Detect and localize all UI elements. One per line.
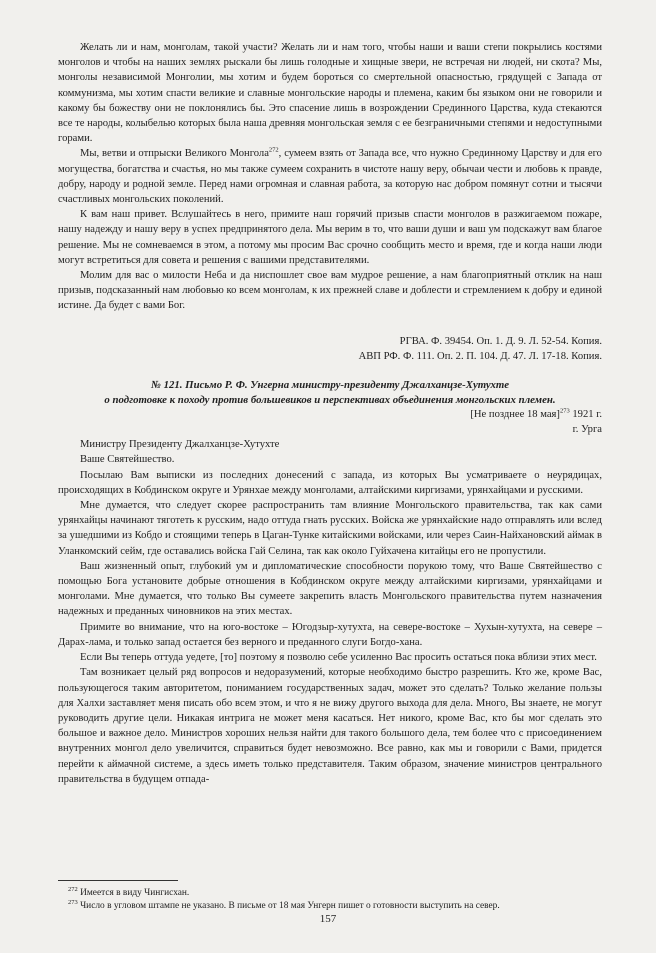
letter-body <box>58 468 602 787</box>
document-title <box>58 378 602 408</box>
document-place: г. Урга <box>572 423 602 435</box>
letter-paragraph-3: Ваш жизненный опыт, глубокий ум и дипломатические способности порукою тому, что Ваше Святейшество с помощью Бога установите добрые отношения в Кобдинском округе между алтайскими киргизами, урянхайцами и монголами. Мне думается, что только Вы сумеете закрепить власть Монгольского правительства путем назначения надежных и преданных чиновников на этих местах. <box>58 560 602 618</box>
document-title-line-1: № 121. Письмо Р. Ф. Унгерна министру-президенту Джалханцзе-Хутухте <box>151 379 509 392</box>
footnotes <box>58 887 602 913</box>
letter-salutation: Ваше Святейшество. <box>80 454 175 466</box>
footnote-272-text: Имеется в виду Чингисхан. <box>77 888 190 898</box>
letter-addressee: Министру Президенту Джалханцзе-Хутухте <box>80 439 280 451</box>
document-date-bracket: [Не позднее 18 мая] <box>470 409 560 421</box>
letter-paragraph-6: Там возникает целый ряд вопросов и недоразумений, которые необходимо быстро разрешить. Кто же, кроме Вас, пользующегося таким авторитетом, пониманием государственных задач, может это сделать? Только желание пользы для Халхи заставляет меня писать обо всем этом, и что я не вижу другого выхода для дела. Много, Вы знаете, не могут руководить другие цели. Никакая интрига не может меня касаться. Нет никого, кроме Вас, кто бы мог сделать это большое и важное дело. Министров хороших нельзя найти для такого большого дела, тем более что с присоединением внутренних монгол дело увеличится, справиться будет невозможно. Все равно, как мы и говорили с Вами, придется перейти к аймачной системе, а здесь иметь только представителя. Таким образом, значение министров центрального правительства в будущем отпада- <box>58 667 602 785</box>
archive-source-2: АВП РФ. Ф. 111. Оп. 2. П. 104. Д. 47. Л. 17-18. Копия. <box>358 350 602 362</box>
intro-section <box>58 40 602 314</box>
footnote-ref-272: 272 <box>268 146 279 154</box>
footnote-divider <box>58 880 178 881</box>
document-date <box>58 408 602 423</box>
letter-paragraph-1: Посылаю Вам выписки из последних донесений с запада, из которых Вы усматриваете о неурядицах, происходящих в Кобдинском округе и Урянхае между монголами, алтайскими киргизами, урянхайцами и русскими. <box>58 469 602 496</box>
letter-paragraph-5: Если Вы теперь оттуда уедете, [то] поэтому я позволю себе усиленно Вас просить остаться пока вблизи этих мест. <box>80 652 597 664</box>
document-date-year: 1921 г. <box>569 409 602 421</box>
archive-source-1: РГВА. Ф. 39454. Оп. 1. Д. 9. Л. 52-54. Копия. <box>399 335 602 347</box>
footnote-272-number: 272 <box>68 885 78 893</box>
archive-sources <box>58 334 602 364</box>
footnote-273-text: Число в угловом штампе не указано. В письме от 18 мая Унгерн пишет о готовности выступить на север. <box>77 901 500 911</box>
intro-paragraph-3: К вам наш привет. Вслушайтесь в него, примите наш горячий призыв спасти монголов в разжигаемом пожаре, нашу надежду и нашу веру в успех предпринятого дела. Мы верим в то, что ваши души и ваш ум подскажут вам благое решение. Мы не сомневаемся в этом, а потому мы просим Вас срочно сообщить место и время, где и когда наши люди могут встретиться для совета и решения с вашими представителями. <box>58 209 602 266</box>
intro-paragraph-2-start: Мы, ветви и отпрыски Великого Монгола <box>80 148 269 160</box>
intro-paragraph-4: Молим для вас о милости Неба и да ниспошлет свое вам мудрое решение, а нам благоприятный отклик на наш призыв, подсказанный нам любовью ко всем монголам, к их прежней славе и доблести и стремлением к добру и единой истине. Да будет с вами Бог. <box>58 270 602 312</box>
footnote-273 <box>58 900 602 913</box>
footnote-273-number: 273 <box>68 898 78 906</box>
page-number: 157 <box>319 913 337 925</box>
intro-paragraph-2 <box>58 146 602 207</box>
intro-paragraph-2-rest: , сумеем взять от Запада все, что нужно Срединному Царству и для его могущества, богатства и счастья, но мы также сумеем сохранить в чистоте нашу веру, обычаи чести и любовь к правде, добру, народу и родной земле. Перед нами огромная и славная работа, за которую нас добром помянут сотни и тысячи счастливых монгольских поколений. <box>58 148 602 206</box>
letter-paragraph-2: Мне думается, что следует скорее распространить там влияние Монгольского правительства, так как сами урянхайцы начинают тяготеть к русским, надо оттуда гнать русских. Войска же урянхайские надо отправлять или вслед за ушедшими из Кобдо и стоящими теперь в Цаган-Тунке китайскими войсками, или через Саин-Найхановский аймак в Уланкомский сейм, где оставались войска Гай Селина, так как около Гуйхачена китайцы его не пропустили. <box>58 500 602 557</box>
letter-paragraph-4: Примите во внимание, что на юго-востоке – Югодзыр-хутухта, на севере-востоке – Хухын-хутухта, на севере – Дарах-лама, и только запад остается без верного и преданного слуги Богдо-хана. <box>58 621 602 648</box>
document-title-line-2: о подготовке к походу против большевиков и перспективах объединения монгольских племен. <box>104 394 556 407</box>
footnote-ref-273: 273 <box>559 407 570 415</box>
footnote-272 <box>58 887 602 900</box>
intro-paragraph-1: Желать ли и нам, монголам, такой участи? Желать ли и нам того, чтобы наши и ваши степи покрылись костями монголов и чтобы на наших землях рыскали бы лишь голодные и хищные звери, не встречая ни людей, ни скота? Мы, монголы независимой Монголии, мы хотим и будем бороться со смертельной опасностью, грядущей с Запада от коммунизма, мы хотим спасти великие и славные монгольские народы и племена, каким бы языком они не говорили и какому бы божеству они не поклонялись бы. Это спасение лишь в возрождении Срединного Царства, куда стекаются все те народы, колыбелью которых была наша древняя монгольская земля с ее безграничными степями и недоступными горами. <box>58 42 602 145</box>
